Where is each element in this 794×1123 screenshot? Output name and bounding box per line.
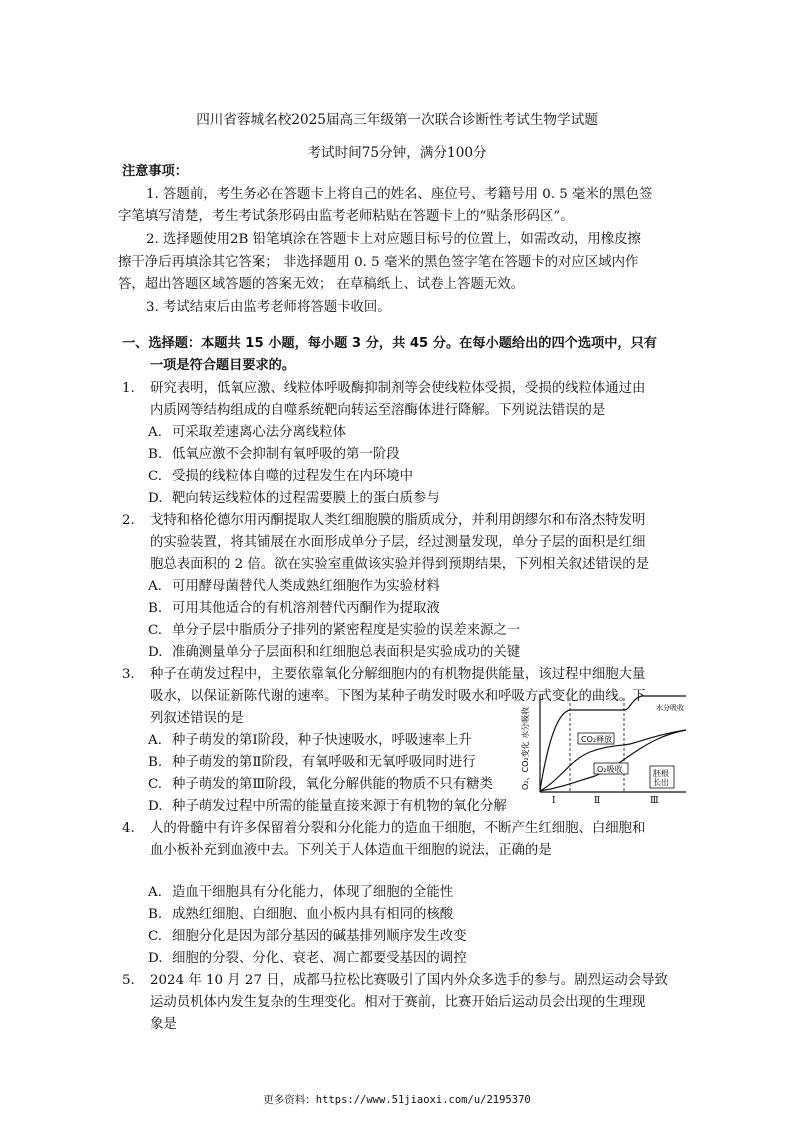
option-text: 可用其他适合的有机溶剂替代丙酮作为提取液 [172, 601, 440, 616]
option-label: D. [148, 951, 163, 966]
option-b [148, 755, 476, 771]
exam-duration: 考试时间75分钟，满分100分 [307, 145, 487, 161]
option-text: 种子萌发过程中所需的能量直接来源于有机物的氧化分解 [172, 799, 507, 814]
exam-title: 四川省蓉城名校2025届高三年级第一次联合诊断性考试生物学试题 [196, 112, 598, 128]
question-text: 胞总表面积的 2 倍。欲在实验室重做该实验并得到预期结果，下列相关叙述错误的是 [150, 557, 650, 572]
question-text: 血小板补充到血液中去。下列关于人体造血干细胞的说法，正确的是 [150, 843, 552, 858]
notice-line: 1. 答题前，考生务必在答题卡上将自己的姓名、座位号、考籍号用 0. 5 毫米的黑色签 [146, 187, 653, 202]
option-text: 单分子层中脂质分子排列的紧密程度是实验的误差来源之一 [172, 623, 521, 638]
option-d [148, 951, 467, 967]
question-text: 象是 [150, 1017, 177, 1032]
question-text: 2024 年 10 月 27 日，成都马拉松比赛吸引了国内外众多选手的参与。剧烈运动会导致 [150, 973, 668, 988]
option-text: 细胞的分裂、分化、衰老、凋亡都要受基因的调控 [172, 951, 467, 966]
option-label: D. [148, 799, 163, 814]
option-c [148, 623, 520, 639]
notice-line: 答，超出答题区域答题的答案无效； 在草稿纸上、试卷上答题无效。 [118, 277, 524, 292]
option-d [148, 491, 440, 507]
option-text: 受损的线粒体自噬的过程发生在内环境中 [172, 469, 414, 484]
option-text: 种子萌发的第Ⅲ阶段，氧化分解供能的物质不只有糖类 [172, 777, 493, 792]
notice-line: 字笔填写清楚，考生考试条形码由监考老师粘贴在答题卡上的“贴条形码区”。 [118, 209, 574, 224]
question-text: 戈特和格伦德尔用丙酮提取人类红细胞膜的脂质成分，并利用朗缪尔和布洛杰特发明 [150, 513, 646, 528]
question-text: 的实验装置，将其铺展在水面形成单分子层，经过测量发现，单分子层的面积是红细 [150, 535, 646, 550]
option-text: 低氧应激不会抑制有氧呼吸的第一阶段 [172, 447, 400, 462]
option-label: C. [148, 469, 163, 484]
question-5-stem [122, 973, 668, 989]
water-curve-label: 水分吸收 [656, 704, 684, 712]
radicle-label-1: 胚根 [653, 769, 669, 778]
radicle-label-2: 长出 [653, 778, 669, 787]
option-label: D. [148, 645, 163, 660]
option-label: C. [148, 929, 163, 944]
question-text: 运动员机体内发生复杂的生理变化。相对于赛前，比赛开始后运动员会出现的生理现 [150, 995, 646, 1010]
question-1-stem [122, 381, 645, 397]
section-heading: 一、选择题：本题共 15 小题，每小题 3 分，共 45 分。在每小题给出的四个选项中，只有 [122, 336, 657, 351]
option-text: 种子萌发的第Ⅱ阶段，有氧呼吸和无氧呼吸同时进行 [172, 755, 476, 770]
option-b [148, 907, 453, 923]
option-label: D. [148, 491, 163, 506]
option-label: B. [148, 447, 163, 462]
question-number: 1. [122, 381, 135, 396]
option-b [148, 447, 400, 463]
option-d [148, 645, 520, 661]
question-number: 2. [122, 513, 135, 528]
option-text: 细胞分化是因为部分基因的碱基排列顺序发生改变 [172, 929, 467, 944]
option-a [148, 885, 453, 901]
stage-1-label: Ⅰ [552, 796, 556, 806]
option-d [148, 799, 507, 815]
option-text: 可用酵母菌替代人类成熟红细胞作为实验材料 [172, 579, 440, 594]
stage-2-label: Ⅱ [594, 796, 601, 806]
footer-link[interactable]: 更多资料：https://www.51jiaoxi.com/u/2195370 [263, 1094, 531, 1106]
option-label: B. [148, 601, 163, 616]
option-c [148, 469, 413, 485]
question-text: 吸水，以保证新陈代谢的速率。下图为某种子萌发时吸水和呼吸方式变化的曲线。下 [150, 689, 646, 704]
option-label: C. [148, 623, 163, 638]
stage-3-label: Ⅲ [650, 796, 659, 806]
question-number: 4. [122, 821, 135, 836]
notice-line: 3. 考试结束后由监考老师将答题卡收回。 [146, 300, 391, 315]
question-text: 研究表明，低氧应激、线粒体呼吸酶抑制剂等会使线粒体受损，受损的线粒体通过由 [150, 381, 646, 396]
option-b [148, 601, 440, 617]
notice-heading: 注意事项： [122, 164, 188, 179]
option-text: 准确测量单分子层面积和红细胞总表面积是实验成功的关键 [172, 645, 521, 660]
option-text: 靶向转运线粒体的过程需要膜上的蛋白质参与 [172, 491, 440, 506]
question-text: 人的骨髓中有许多保留着分裂和分化能力的造血干细胞，不断产生红细胞、白细胞和 [150, 821, 646, 836]
option-text: 可采取差速离心法分离线粒体 [172, 425, 347, 440]
option-label: C. [148, 777, 163, 792]
option-text: 种子萌发的第Ⅰ阶段，种子快速吸水，呼吸速率上升 [172, 733, 472, 748]
option-label: A. [148, 885, 162, 900]
option-label: A. [148, 425, 162, 440]
option-text: 造血干细胞具有分化能力，体现了细胞的全能性 [172, 885, 454, 900]
figure-ylabel: O₂、CO₂变化 水分吸收 [521, 706, 530, 790]
notice-line: 2. 选择题使用2B 铅笔填涂在答题卡上对应题目标号的位置上，如需改动，用橡皮擦 [146, 232, 641, 247]
question-3-stem [122, 667, 645, 683]
question-number: 5. [122, 973, 135, 988]
notice-line: 擦干净后再填涂其它答案； 非选择题用 0. 5 毫米的黑色签字笔在答题卡的对应区域内作 [118, 255, 639, 270]
seed-germination-figure [520, 690, 690, 808]
option-a [148, 425, 346, 441]
co2-label: CO₂释放 [581, 735, 613, 744]
option-a [148, 579, 440, 595]
option-label: A. [148, 579, 162, 594]
question-number: 3. [122, 667, 135, 682]
option-label: B. [148, 907, 163, 922]
option-label: B. [148, 755, 163, 770]
option-text: 成熟红细胞、白细胞、血小板内具有相同的核酸 [172, 907, 454, 922]
question-text: 种子在萌发过程中，主要依靠氧化分解细胞内的有机物提供能量，该过程中细胞大量 [150, 667, 646, 682]
option-c [148, 777, 493, 793]
section-heading-cont: 一项是符合题目要求的。 [150, 358, 296, 373]
question-text: 内质网等结构组成的自噬系统靶向转运至溶酶体进行降解。下列说法错误的是 [150, 403, 606, 418]
option-label: A. [148, 733, 162, 748]
option-c [148, 929, 467, 945]
question-2-stem [122, 513, 645, 529]
option-a [148, 733, 472, 749]
question-4-stem [122, 821, 645, 837]
o2-label: O₂吸收 [597, 765, 623, 774]
question-text: 列叙述错误的是 [150, 711, 244, 726]
